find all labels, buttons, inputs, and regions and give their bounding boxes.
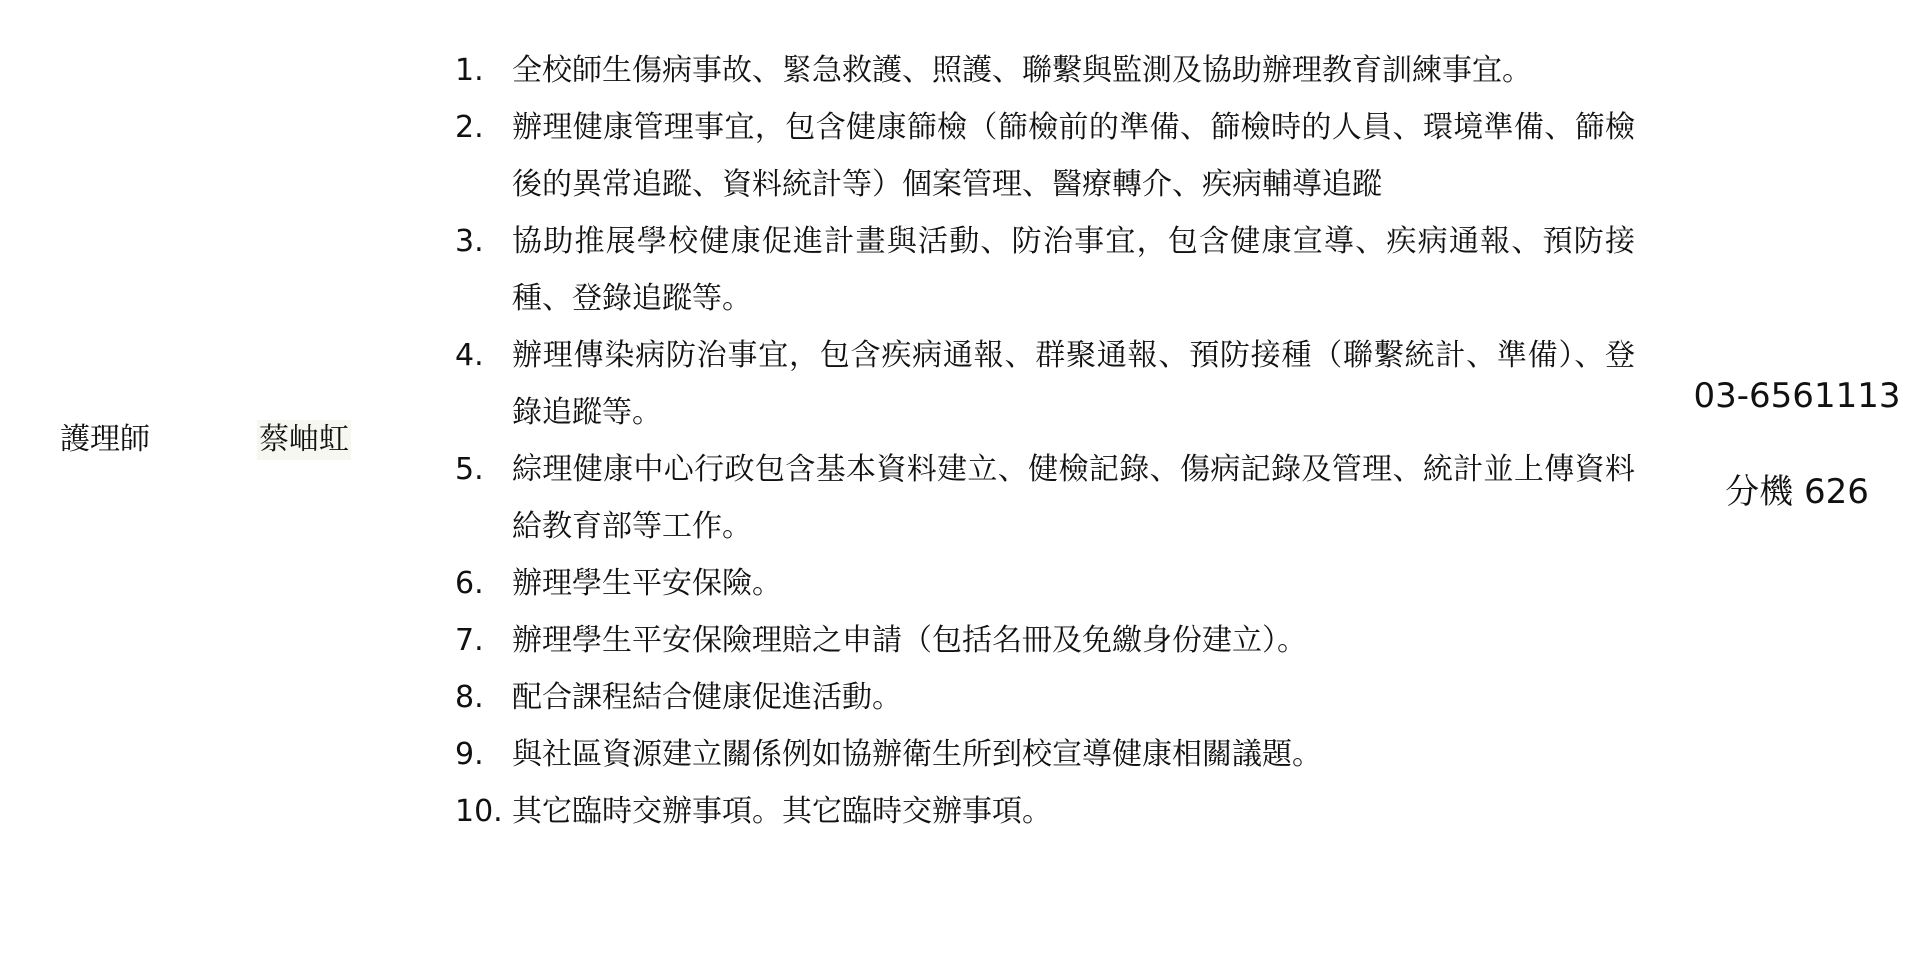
duty-item [455, 441, 1635, 555]
duty-text: 全校師生傷病事故、緊急救護、照護、聯繫與監測及協助辦理教育訓練事宜。 [512, 53, 1532, 88]
duty-item [455, 783, 1635, 840]
duty-list [455, 42, 1635, 840]
duty-text: 配合課程結合健康促進活動。 [512, 680, 902, 715]
duty-number: 7. [455, 623, 484, 658]
duty-number: 8. [455, 680, 484, 715]
duty-text: 與社區資源建立關係例如協辦衛生所到校宣導健康相關議題。 [512, 737, 1322, 772]
duty-number: 2. [455, 110, 484, 145]
staff-name: 蔡岫虹 [257, 420, 351, 460]
duty-item [455, 213, 1635, 327]
duty-text: 辦理學生平安保險理賠之申請（包括名冊及免繳身份建立）。 [512, 623, 1307, 658]
extension-number: 分機 626 [1725, 472, 1869, 512]
duty-number: 4. [455, 338, 484, 373]
duty-item [455, 42, 1635, 99]
duty-text: 辦理健康管理事宜，包含健康篩檢（篩檢前的準備、篩檢時的人員、環境準備、篩檢後的異常追蹤、資料統計等）個案管理、醫療轉介、疾病輔導追蹤 [512, 110, 1635, 202]
job-title: 護理師 [60, 422, 150, 457]
duty-item [455, 669, 1635, 726]
duty-item [455, 726, 1635, 783]
duty-item [455, 612, 1635, 669]
duty-number: 5. [455, 452, 484, 487]
duty-item [455, 555, 1635, 612]
duty-text: 協助推展學校健康促進計畫與活動、防治事宜，包含健康宣導、疾病通報、預防接種、登錄追蹤等。 [512, 224, 1635, 316]
phone-number: 03-6561113 [1693, 376, 1901, 416]
duty-number: 9. [455, 737, 484, 772]
duty-number: 10. [455, 794, 503, 829]
duty-text: 綜理健康中心行政包含基本資料建立、健檢記錄、傷病記錄及管理、統計並上傳資料給教育部等工作。 [512, 452, 1635, 544]
duty-text: 其它臨時交辦事項。其它臨時交辦事項。 [512, 794, 1052, 829]
duty-number: 6. [455, 566, 484, 601]
duty-item [455, 327, 1635, 441]
contact-info [1680, 372, 1914, 516]
duty-number: 3. [455, 224, 484, 259]
duty-text: 辦理傳染病防治事宜，包含疾病通報、群聚通報、預防接種（聯繫統計、準備）、登錄追蹤等。 [512, 338, 1635, 430]
duty-item [455, 99, 1635, 213]
duty-text: 辦理學生平安保險。 [512, 566, 782, 601]
duty-number: 1. [455, 53, 484, 88]
